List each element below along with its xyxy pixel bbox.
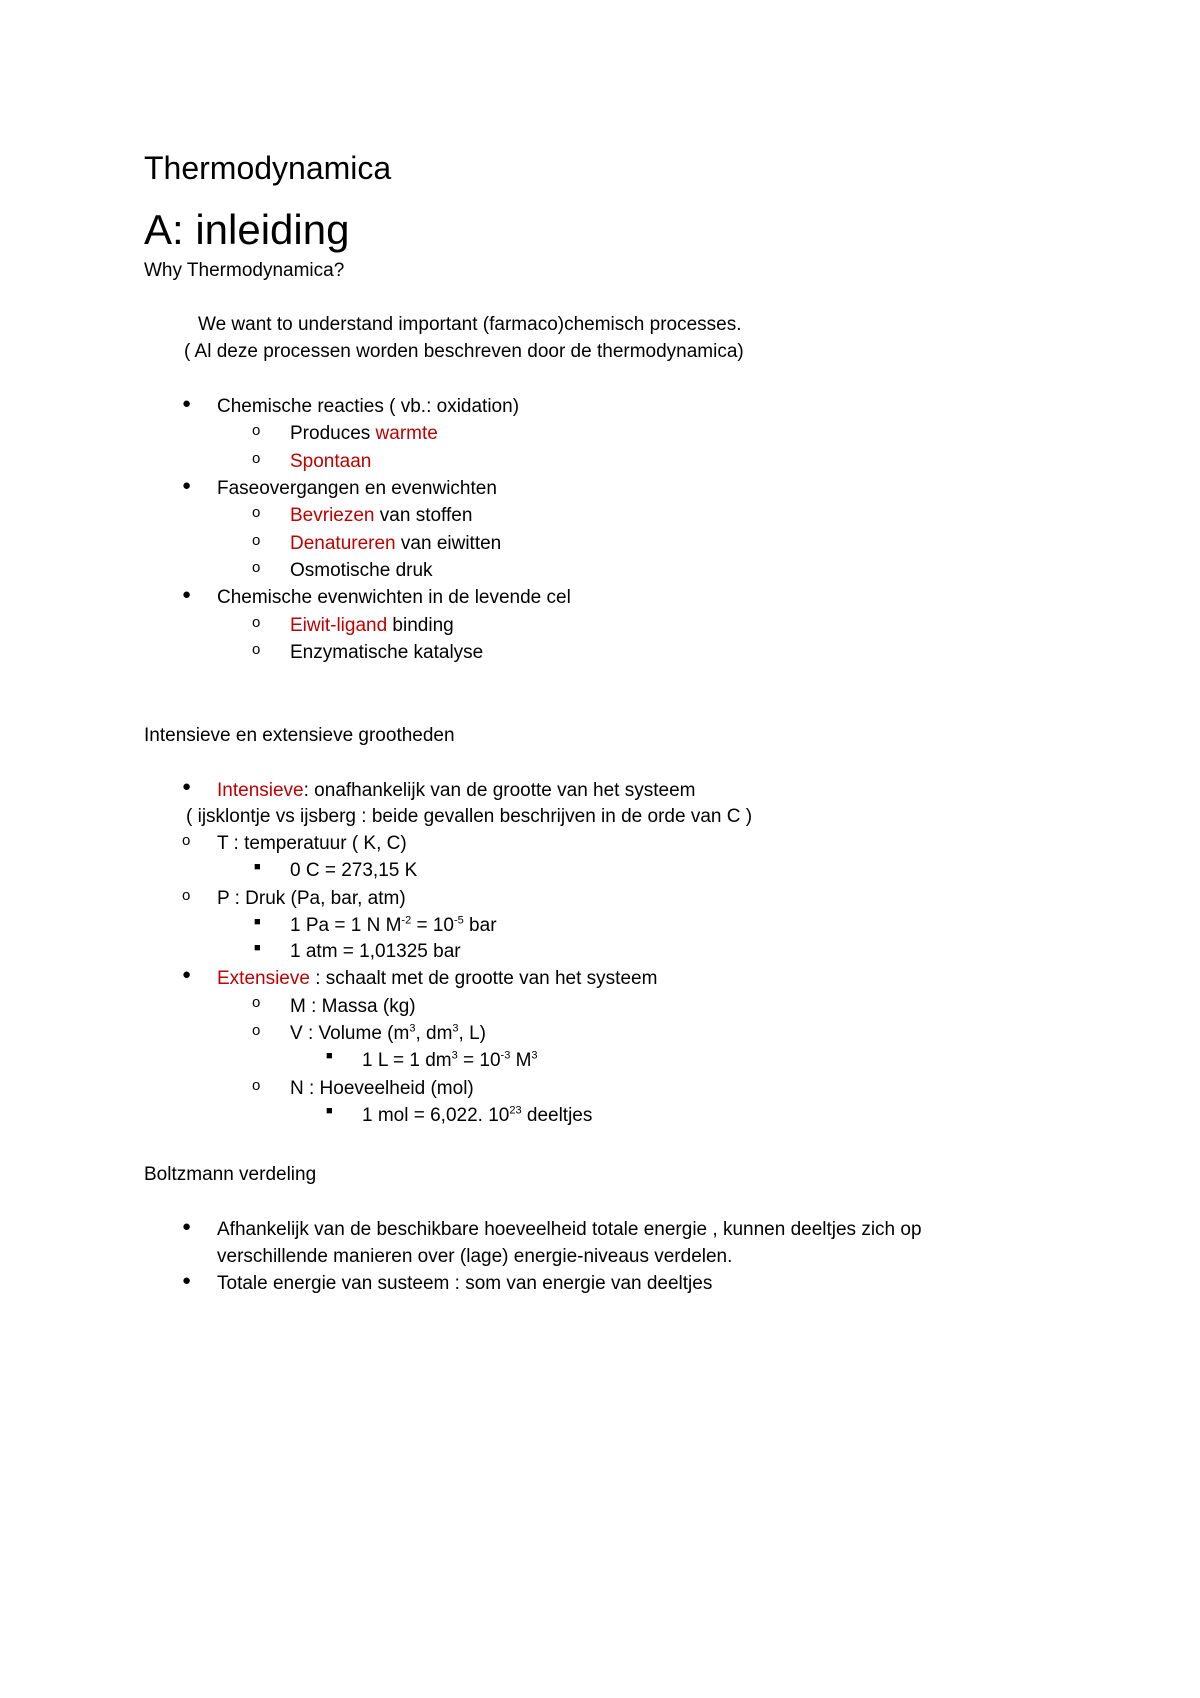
circle-bullet-icon: o: [252, 504, 261, 521]
superscript: 3: [451, 1049, 458, 1062]
list-item: Afhankelijk van de beschikbare hoeveelheid totale energie , kunnen deeltjes zich op: [217, 1219, 922, 1240]
circle-bullet-icon: o: [252, 532, 261, 549]
section-heading: A: inleiding: [144, 206, 350, 253]
subitem-text: binding: [387, 615, 454, 636]
circle-bullet-icon: o: [252, 422, 261, 439]
formula-text: deeltjes: [521, 1105, 593, 1126]
formula-text: 1 Pa = 1 N M: [290, 915, 402, 936]
formula-text: = 10: [457, 1050, 501, 1071]
superscript: 3: [531, 1049, 538, 1062]
superscript: -2: [401, 914, 412, 927]
list-item: Totale energie van susteem : som van energie van deeltjes: [217, 1273, 713, 1294]
bullet-dot-icon: ●: [182, 477, 192, 494]
list-item: Faseovergangen en evenwichten: [217, 478, 497, 499]
formula-text: 1 mol = 6,022. 10: [362, 1105, 510, 1126]
subitem-text: Produces: [290, 423, 376, 444]
circle-bullet-icon: o: [252, 1022, 261, 1039]
bullet-dot-icon: ●: [182, 778, 192, 795]
subitem-text: van stoffen: [374, 505, 473, 526]
highlight-text: Intensieve: [217, 780, 304, 801]
superscript: -5: [454, 914, 464, 927]
circle-bullet-icon: o: [252, 559, 261, 576]
section-heading-3: Boltzmann verdeling: [144, 1164, 317, 1185]
intro-line-1: We want to understand important (farmaco)chemisch processes.: [198, 314, 742, 335]
square-bullet-icon: ■: [254, 942, 261, 954]
bullet-dot-icon: ●: [182, 395, 192, 412]
list-subitem: T : temperatuur ( K, C): [217, 833, 407, 854]
square-bullet-icon: ■: [326, 1105, 333, 1117]
superscript: -3: [500, 1049, 511, 1062]
list-subsubitem: [362, 1050, 538, 1072]
highlight-text: Denatureren: [290, 533, 396, 554]
list-subitem: N : Hoeveelheid (mol): [290, 1078, 474, 1099]
circle-bullet-icon: o: [252, 994, 261, 1011]
subitem-text: van eiwitten: [395, 533, 502, 554]
list-subitem: [290, 615, 454, 637]
list-subitem: M : Massa (kg): [290, 996, 416, 1017]
circle-bullet-icon: o: [182, 887, 191, 904]
list-subsubitem: [362, 1105, 592, 1127]
list-subsubitem: 1 atm = 1,01325 bar: [290, 941, 461, 962]
list-item: Chemische evenwichten in de levende cel: [217, 587, 571, 608]
formula-text: V : Volume (m: [290, 1023, 410, 1044]
formula-text: , L): [458, 1023, 486, 1044]
superscript: 3: [452, 1022, 459, 1035]
square-bullet-icon: ■: [254, 916, 261, 928]
list-subitem: [290, 423, 438, 445]
highlight-text: Bevriezen: [290, 505, 375, 526]
list-subitem: Spontaan: [290, 451, 372, 472]
bullet-dot-icon: ●: [182, 966, 192, 983]
highlight-text: Eiwit-ligand: [290, 615, 388, 636]
item-text: : schaalt met de grootte van het systeem: [309, 968, 658, 989]
list-item-continuation: verschillende manieren over (lage) energie-niveaus verdelen.: [217, 1246, 733, 1267]
list-subitem: P : Druk (Pa, bar, atm): [217, 888, 406, 909]
formula-text: , dm: [415, 1023, 453, 1044]
note-text: ( ijsklontje vs ijsberg : beide gevallen beschrijven in de orde van C ): [186, 806, 753, 827]
list-item: [217, 968, 657, 990]
bullet-dot-icon: ●: [182, 1218, 192, 1235]
section-heading-2: Intensieve en extensieve grootheden: [144, 725, 455, 746]
circle-bullet-icon: o: [252, 450, 261, 467]
square-bullet-icon: ■: [326, 1050, 333, 1062]
list-subitem: [290, 1023, 486, 1045]
list-subitem: Osmotische druk: [290, 560, 433, 581]
list-subitem: Enzymatische katalyse: [290, 642, 484, 663]
formula-text: 1 L = 1 dm: [362, 1050, 452, 1071]
list-subsubitem: [290, 915, 497, 937]
formula-text: bar: [463, 915, 497, 936]
item-text: : onafhankelijk van de grootte van het systeem: [303, 780, 696, 801]
circle-bullet-icon: o: [252, 614, 261, 631]
list-subitem: [290, 505, 472, 527]
circle-bullet-icon: o: [182, 832, 191, 849]
circle-bullet-icon: o: [252, 1077, 261, 1094]
square-bullet-icon: ■: [254, 861, 261, 873]
list-subsubitem: 0 C = 273,15 K: [290, 860, 418, 881]
formula-text: M: [510, 1050, 532, 1071]
bullet-dot-icon: ●: [182, 586, 192, 603]
why-heading: Why Thermodynamica?: [144, 260, 345, 281]
document-title: Thermodynamica: [144, 150, 392, 186]
bullet-dot-icon: ●: [182, 1272, 192, 1289]
list-subitem: [290, 533, 501, 555]
list-item: [217, 780, 695, 802]
highlight-text: warmte: [375, 423, 438, 444]
formula-text: = 10: [411, 915, 454, 936]
intro-line-2: ( Al deze processen worden beschreven door de thermodynamica): [184, 341, 744, 362]
list-item: Chemische reacties ( vb.: oxidation): [217, 396, 520, 417]
superscript: 23: [509, 1104, 522, 1117]
superscript: 3: [409, 1022, 416, 1035]
circle-bullet-icon: o: [252, 641, 261, 658]
highlight-text: Extensieve: [217, 968, 310, 989]
